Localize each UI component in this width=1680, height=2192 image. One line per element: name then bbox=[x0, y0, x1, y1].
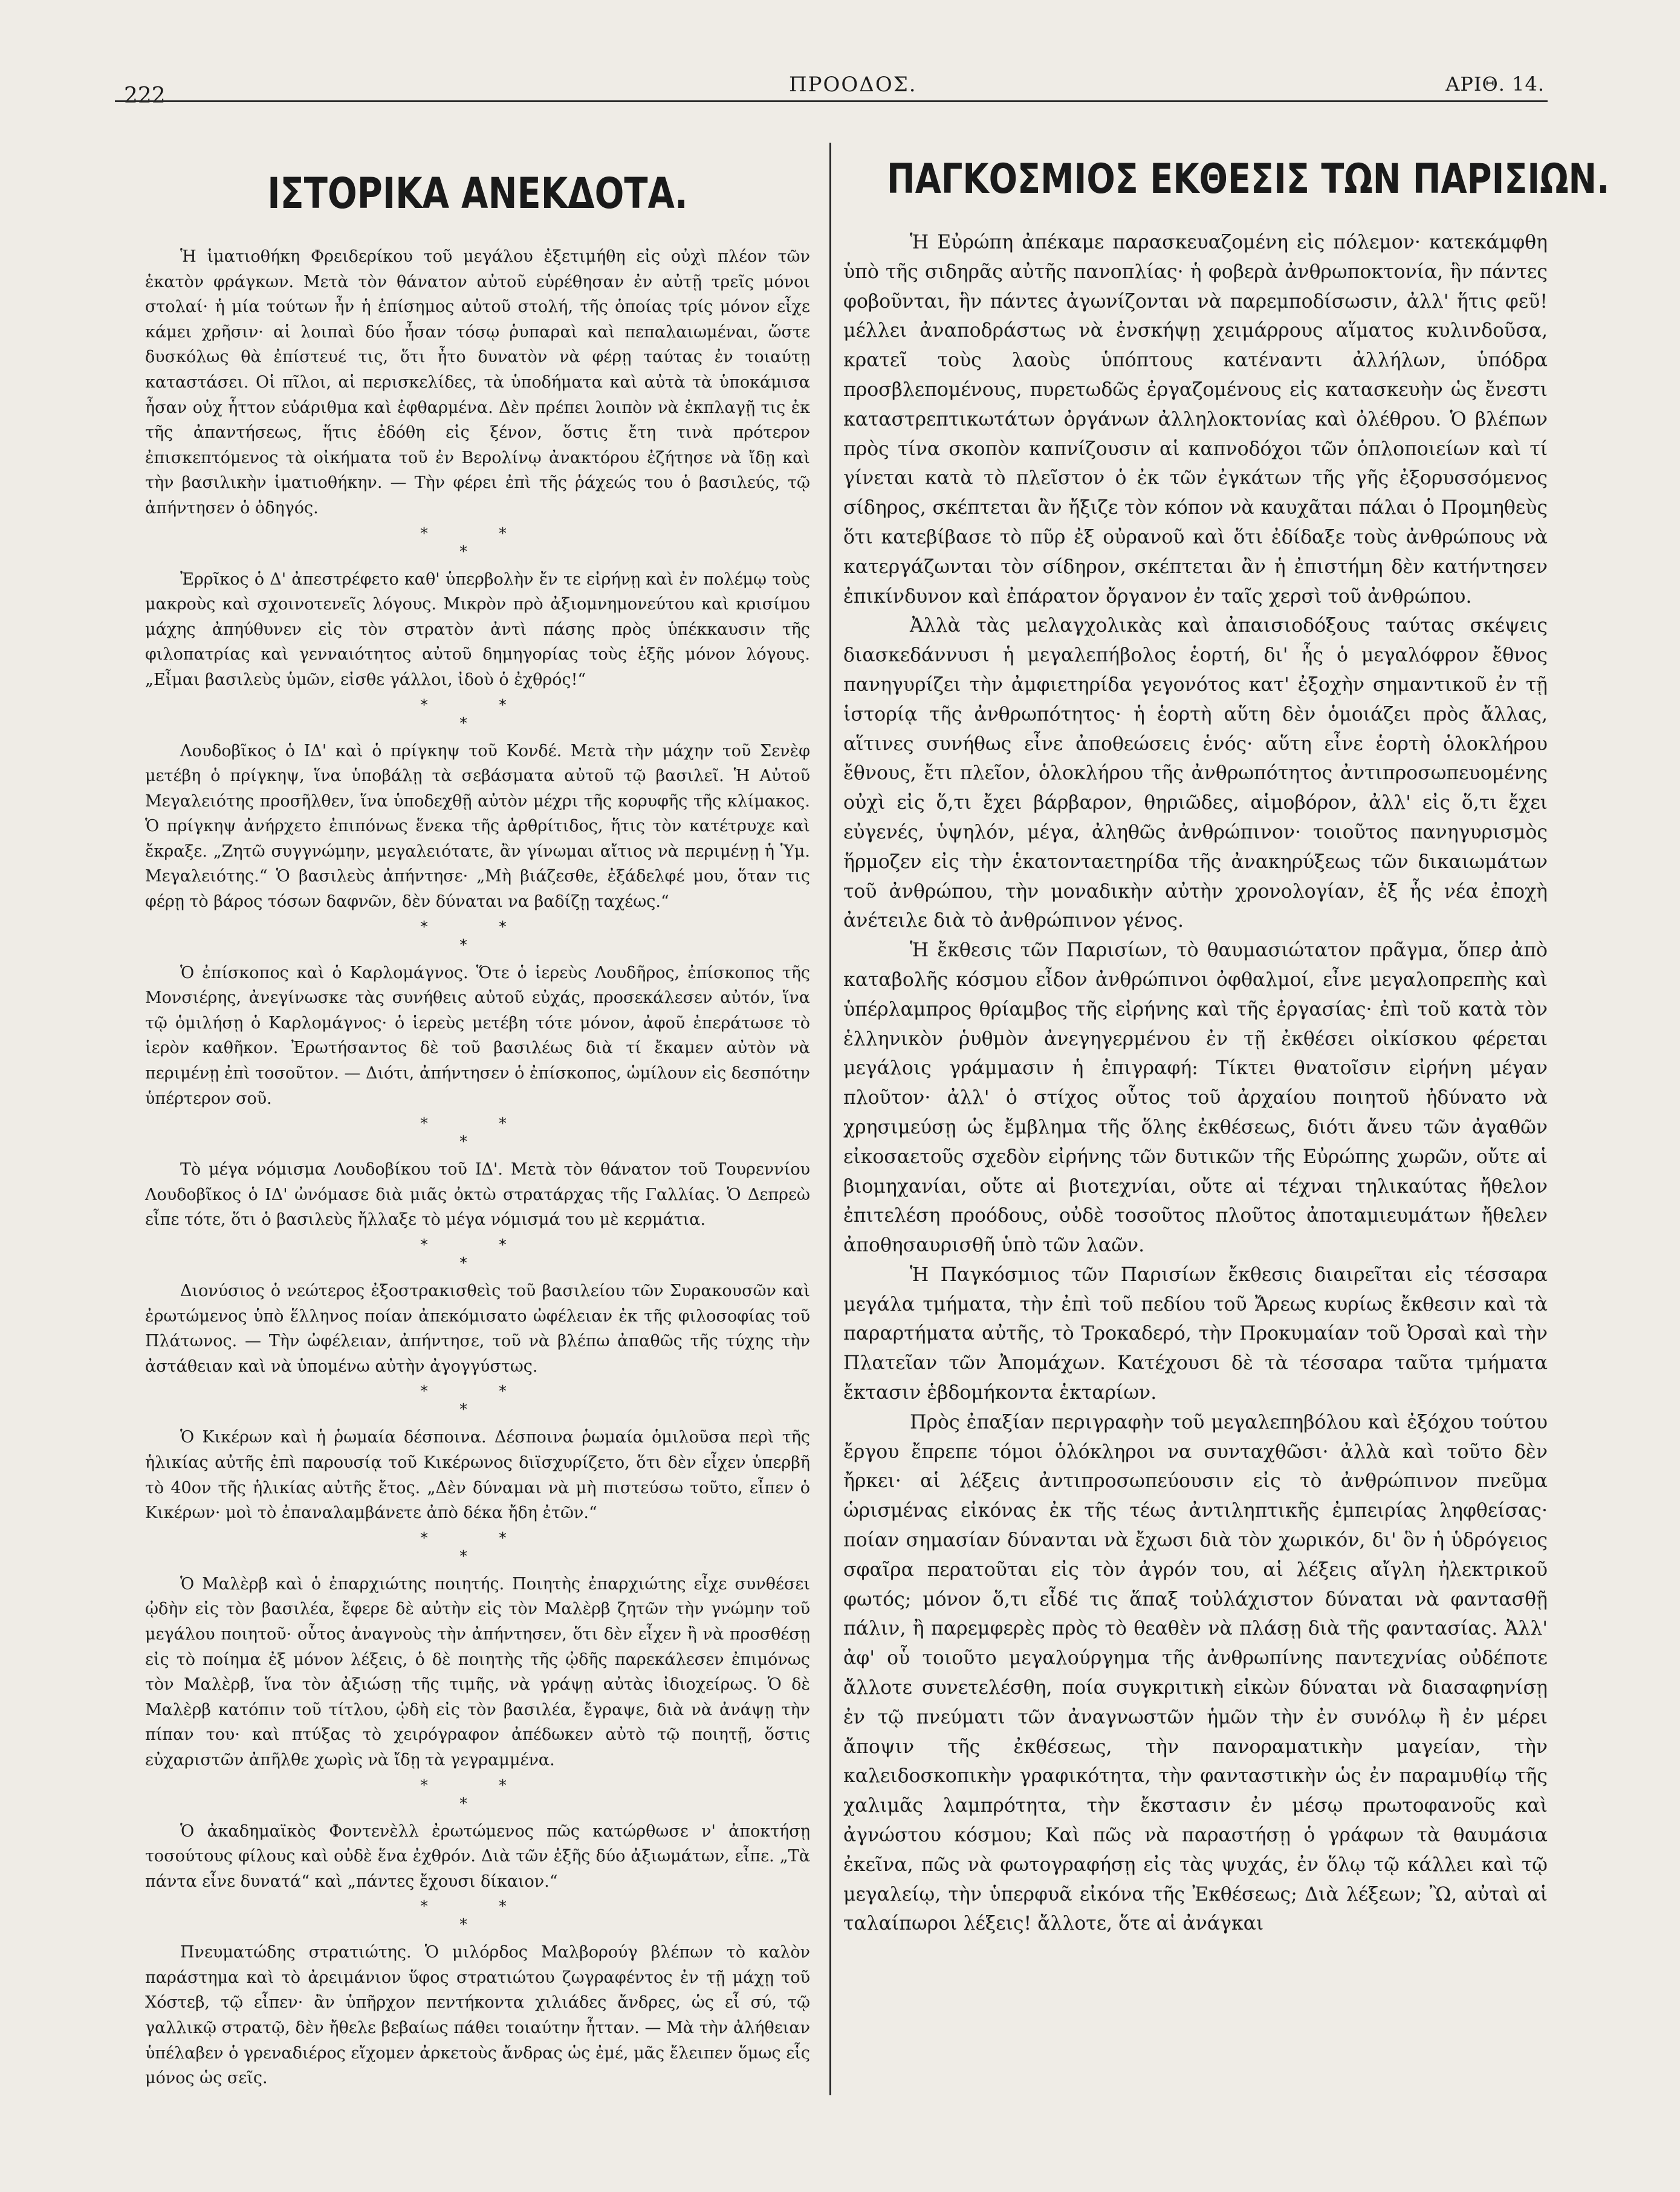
anecdote-paragraph: Ὁ ἐπίσκοπος καὶ ὁ Καρλομάγνος. Ὅτε ὁ ἱερεὺς Λουδῆρος, ἐπίσκοπος τῆς Μονσιέρης, ἀνεγίνωσκε τὰς συνήθεις αὐτοῦ εὐχάς, προσεκάλεσεν αὐτόν, ἵνα τῷ ὁμιλήσῃ ὁ Καρλομάγνος· ὁ ἱερεὺς μετέβη τότε μόνον, ἀφοῦ ἐπεράτωσε τὸ ἱερὸν καθῆκον. Ἐρωτήσαντος δὲ τοῦ βασιλέως διὰ τί ἔκαμεν αὐτὸν νὰ περιμένῃ ἐπὶ τοσοῦτον. — Διότι, ἀπήντησεν ὁ ἐπίσκοπος, ὡμίλουν εἰς δεσπότην ὑπέρτερον σοῦ. bbox=[145, 963, 810, 1108]
asterisk-mark: * bbox=[420, 1115, 428, 1133]
asterism-separator bbox=[145, 1894, 810, 1940]
asterisk-mark: * bbox=[499, 1529, 507, 1548]
article-paragraph: Ἡ Εὐρώπη ἀπέκαμε παρασκευαζομένη εἰς πόλεμον· κατεκάμφθη ὑπὸ τῆς σιδηρᾶς αὐτῆς πανοπλίας· ἡ φοβερὰ ἀνθρωποκτονία, ἣν πάντες φοβοῦνται, ἣν πάντες ἀγωνίζονται νὰ παρεμποδίσωσιν, ἀλλ' ἥτις φεῦ! μέλλει ἀναποδράστως νὰ ἐνσκήψῃ χειμάρρους αἵματος κυλινδοῦσα, κρατεῖ τοὺς λαοὺς ὑπόπτους κατέναντι ἀλλήλων, ὑπόδρα προσβλεπομένους, πυρετωδῶς ἐργαζομένους εἰς κατασκευὴν ὡς ἔνεστι καταστρεπτικωτάτων ὀργάνων ἀλληλοκτονίας καὶ ὀλέθρου. Ὁ βλέπων πρὸς τίνα σκοπὸν καπνίζουσιν αἱ καπνοδόχοι τῶν ὁπλοποιείων καὶ τί γίνεται κατὰ τὸ πλεῖστον ὁ ἐκ τῶν ἐγκάτων τῆς γῆς ἐξορυσσόμενος σίδηρος, σκέπτεται ἂν ἤξιζε τὸν κόπον νὰ καυχᾶται πάλαι ὁ Προμηθεὺς ὅτι κατεβίβασε τὸ πῦρ ἐξ οὐρανοῦ καὶ ὅτι ἐδίδαξε τοὺς ἀνθρώπους νὰ κατεργάζωνται τὸν σίδηρον, σκέπτεται ἂν ἡ ἐπιστήμη δὲν κατήντησεν ἐπικίνδυνον καὶ ἐπάρατον ὄργανον ἐν ταῖς χερσὶ τοῦ ἀνθρώπου. bbox=[843, 232, 1548, 608]
article-paragraph: Ἀλλὰ τὰς μελαγχολικὰς καὶ ἀπαισιοδόξους ταύτας σκέψεις διασκεδάννυσι ἡ μεγαλεπήβολος ἑορτή, δι' ἧς ὁ μεγαλόφρον ἔθνος πανηγυρίζει τὴν ἀμφιετηρίδα γεγονότος κατ' ἐξοχὴν σημαντικοῦ ἐν τῇ ἱστορίᾳ τῆς ἀνθρωπότητος· ἡ ἑορτὴ αὕτη δὲν ὁμοιάζει πρὸς ἄλλας, αἵτινες συνήθως εἶνε ἀποθεώσεις ἑνός· αὕτη εἶνε ἑορτὴ ὁλοκλήρου ἔθνους, ἔτι πλεῖον, ὁλοκλήρου τῆς ἀνθρωπότητος ἀντιπροσωπευομένης οὐχὶ εἰς ὅ,τι ἔχει βάρβαρον, θηριῶδες, αἱμοβόρον, ἀλλ' εἰς ὅ,τι ἔχει εὐγενές, ὑψηλόν, μέγα, ἀληθῶς ἀνθρώπινον· τοιοῦτος πανηγυρισμὸς ἥρμοζεν εἰς τὴν ἑκατονταετηρίδα τῆς ἀνακηρύξεως τῶν δικαιωμάτων τοῦ ἀνθρώπου, τὴν μοναδικὴν αὐτὴν χρονολογίαν, ἐξ ἧς νέα ἐποχὴ ἀνέτειλε διὰ τὸ ἀνθρώπινον γένος. bbox=[843, 615, 1548, 932]
column-divider bbox=[829, 143, 831, 2095]
anecdote-paragraph: Ὁ Κικέρων καὶ ἡ ῥωμαία δέσποινα. Δέσποινα ῥωμαία ὁμιλοῦσα περὶ τῆς ἡλικίας αὐτῆς ἐπὶ παρουσίᾳ τοῦ Κικέρωνος διϊσχυρίζετο, ὅτι δὲν εἶχεν ὑπερβῆ τὸ 40ον τῆς ἡλικίας αὐτῆς ἔτος. „Δὲν δύναμαι νὰ μὴ πιστεύσω τοῦτο, εἶπεν ὁ Κικέρων· μοὶ τὸ ἐπαναλαμβάνετε ἀπὸ δέκα ἤδη ἐτῶν.“ bbox=[145, 1428, 810, 1523]
journal-title: ΠΡΟΟΔΟΣ. bbox=[789, 73, 917, 97]
asterism-separator bbox=[145, 521, 810, 567]
issue-number: ΑΡΙΘ. 14. bbox=[1445, 73, 1545, 96]
asterisk-mark: * bbox=[499, 1236, 507, 1254]
anecdote-paragraph: Λουδοβῖκος ὁ ΙΔ' καὶ ὁ πρίγκηψ τοῦ Κονδέ. Μετὰ τὴν μάχην τοῦ Σενὲφ μετέβη ὁ πρίγκηψ, ἵνα ὑποβάλῃ τὰ σεβάσματα αὐτοῦ τῷ βασιλεῖ. Ἡ Αὐτοῦ Μεγαλειότης προσῆλθεν, ἵνα ὑποδεχθῇ αὐτὸν μέχρι τῆς κορυφῆς τῆς κλίμακος. Ὁ πρίγκηψ ἀνήρχετο ἐπιπόνως ἕνεκα τῆς ἀρθρίτιδος, ἥτις τὸν κατέτρυχε καὶ ἔκραξε. „Ζητῶ συγγνώμην, μεγαλειότατε, ἂν γίνωμαι αἴτιος νὰ περιμένῃ ἡ Ὑμ. Μεγαλειότης.“ Ὁ βασιλεὺς ἀπήντησε· „Μὴ βιάζεσθε, ἐξάδελφέ μου, ὅταν τις φέρῃ τὸ βάρος τόσων δαφνῶν, δὲν δύναται να βαδίζῃ ταχέως.“ bbox=[145, 741, 810, 912]
asterisk-mark: * bbox=[459, 1794, 467, 1813]
page-header bbox=[124, 73, 1545, 109]
asterism-separator bbox=[145, 1379, 810, 1425]
asterisk-mark: * bbox=[420, 524, 428, 543]
asterisk-mark: * bbox=[420, 1898, 428, 1916]
right-column bbox=[843, 154, 1610, 1939]
asterisk-mark: * bbox=[459, 714, 467, 733]
asterisk-mark: * bbox=[499, 1898, 507, 1916]
asterisk-mark: * bbox=[499, 696, 507, 715]
asterisk-mark: * bbox=[420, 918, 428, 936]
article-paragraph: Ἡ ἔκθεσις τῶν Παρισίων, τὸ θαυμασιώτατον πρᾶγμα, ὅπερ ἀπὸ καταβολῆς κόσμου εἶδον ἀνθρώπινοι ὀφθαλμοί, εἶνε μεγαλοπρεπὴς καὶ ὑπέρλαμπρος θρίαμβος τῆς εἰρήνης καὶ τῆς ἐργασίας· ἐπὶ τοῦ κατὰ τὸν ἑλληνικὸν ῥυθμὸν ἀνεγηγερμένου ἐν τῇ ἐκθέσει οἰκίσκου φέρεται μεγάλοις γράμμασιν ἡ ἐπιγραφή: Τίκτει θνατοῖσιν εἰρήνη μέγαν πλοῦτον· ἀλλ' ὁ στίχος οὗτος τοῦ ἀρχαίου ποιητοῦ ἠδύνατο νὰ χρησιμεύσῃ ὡς ἔμβλημα τῆς ὅλης ἐκθέσεως, διότι ἄνευ τῶν ἀγαθῶν εἰκοσαετοῦς σχεδὸν εἰρήνης τῶν δυτικῶν τῆς Εὐρώπης χωρῶν, οὔτε αἱ βιομηχανίαι, οὔτε αἱ βιοτεχνίαι, οὔτε αἱ τέχναι τηλικαύτας ἤθελον ἐπιτελέση προόδους, οὐδὲ τοσοῦτος πλοῦτος ἀποταμιευμάτων ἤθελεν ἀποθησαυρισθῆ ὑπὸ τῶν λαῶν. bbox=[843, 939, 1548, 1257]
asterisk-mark: * bbox=[499, 1115, 507, 1133]
asterism-separator bbox=[145, 915, 810, 961]
asterisk-mark: * bbox=[420, 1529, 428, 1548]
asterism-separator bbox=[145, 1233, 810, 1279]
asterism-separator bbox=[145, 1111, 810, 1157]
asterisk-mark: * bbox=[499, 1383, 507, 1401]
anecdote-paragraph: Διονύσιος ὁ νεώτερος ἐξοστρακισθεὶς τοῦ βασιλείου τῶν Συρακουσῶν καὶ ἐρωτώμενος ὑπὸ ἕλληνος ποίαν ἀπεκόμισατο ὠφέλειαν ἐκ τῆς φιλοσοφίας τοῦ Πλάτωνος. — Τὴν ὠφέλειαν, ἀπήντησε, τοῦ νὰ βλέπω ἀπαθῶς τῆς τύχης τὴν ἀστάθειαν καὶ νὰ ὑπομένω αὐτὴν ἀγογγύστως. bbox=[145, 1282, 810, 1376]
asterisk-mark: * bbox=[459, 1916, 467, 1934]
anecdote-paragraph: Πνευματώδης στρατιώτης. Ὁ μιλόρδος Μαλβορούγ βλέπων τὸ καλὸν παράστημα καὶ τὸ ἀρειμάνιον ὕφος στρατιώτου ζωγραφέντος ἐν τῇ μάχῃ τοῦ Χόστεβ, τῷ εἶπεν· ἂν ὑπῆρχον πεντήκοντα χιλιάδες ἄνδρες, ὡς εἶ σύ, τῷ γαλλικῷ στρατῷ, δὲν ἤθελε βεβαίως πάθει τοιαύτην ἧτταν. — Μὰ τὴν ἀλήθειαν ὑπέλαβεν ὁ γρεναδιέρος εἴχομεν ἀρκετοὺς ἄνδρας ὡς ἐμέ, μᾶς ἔλειπεν ὅμως εἷς μόνος ὡς σεῖς. bbox=[145, 1943, 810, 2088]
asterism-separator bbox=[145, 693, 810, 739]
asterisk-mark: * bbox=[420, 1236, 428, 1254]
asterisk-mark: * bbox=[499, 918, 507, 936]
asterisk-mark: * bbox=[420, 1383, 428, 1401]
header-rule bbox=[115, 100, 1548, 102]
article-paragraph: Πρὸς ἐπαξίαν περιγραφὴν τοῦ μεγαλεπηβόλου καὶ ἐξόχου τούτου ἔργου ἔπρεπε τόμοι ὁλόκληροι να συνταχθῶσι· ἀλλὰ καὶ τοῦτο δὲν ἤρκει· αἱ λέξεις ἀντιπροσωπεύουσιν εἰς τὸ ἀνθρώπινον πνεῦμα ὡρισμένας εἰκόνας ἐκ τῆς τέως ἀντιληπτικῆς ἐμπειρίας ληφθείσας· ποίαν σημασίαν δύνανται νὰ ἔχωσι διὰ τὸν χωρικόν, δι' ὃν ἡ ὑδρόγειος σφαῖρα περατοῦται εἰς τὸν ἀγρόν του, αἱ λέξεις αἴγλη ἠλεκτρικοῦ φωτός; μόνον ὅ,τι εἶδέ τις ἅπαξ τοὐλάχιστον δύναται νὰ φαντασθῇ πάλιν, ἢ παρεμφερὲς πρὸς τὸ θεαθὲν νὰ πλάσῃ διὰ τῆς φαντασίας. Ἀλλ' ἀφ' οὗ τοιοῦτο μεγαλούργημα τῆς ἀνθρωπίνης παντεχνίας οὐδέποτε ἄλλοτε συνετελέσθη, ποία συγκριτικὴ εἰκὼν δύναται νὰ διασαφηνίσῃ ἐν τῷ πνεύματι τῶν ἀναγνωστῶν ἡμῶν τὴν ἐν συνόλῳ ἢ ἐν μέρει ἄποψιν τῆς ἐκθέσεως, τὴν πανοραματικὴν μαγείαν, τὴν καλειδοσκοπικὴν γραφικότητα, τὴν φανταστικὴν ὡς ἐν παραμυθίῳ τῆς χαλιμᾶς λαμπρότητα, τὴν ἔκστασιν ἐν μέσῳ πρωτοφανοῦς καὶ ἀγνώστου κόσμου; Καὶ πῶς νὰ παραστήσῃ ὁ γράφων τὰ θαυμάσια ἐκεῖνα, πῶς νὰ φωτογραφήσῃ εἰς τὰς ψυχάς, ἐν ὅλῳ τῷ κάλλει καὶ τῷ μεγαλείῳ, τὴν ὑπερφυᾶ εἰκόνα τῆς Ἐκθέσεως; Διὰ λέξεων; Ὢ, αὐταὶ αἱ ταλαίπωροι λέξεις! ἄλλοτε, ὅτε αἱ ἀνάγκαι bbox=[843, 1411, 1548, 1935]
asterisk-mark: * bbox=[499, 524, 507, 543]
right-column-title: ΠΑΓΚΟΣΜΙΟΣ ΕΚΘΕΣΙΣ ΤΩΝ ΠΑΡΙΣΙΩΝ. bbox=[887, 155, 1610, 203]
page-number: 222 bbox=[124, 83, 166, 108]
left-column bbox=[145, 168, 810, 2091]
anecdote-paragraph: Ὁ Μαλὲρβ καὶ ὁ ἐπαρχιώτης ποιητής. Ποιητὴς ἐπαρχιώτης εἶχε συνθέσει ᾠδὴν εἰς τὸν βασιλέα, ἔφερε δὲ αὐτὴν εἰς τὸν Μαλὲρβ ζητῶν τὴν γνώμην τοῦ μεγάλου ποιητοῦ· οὗτος ἀναγνοὺς τὴν ἀπήντησεν, ὅτι δὲν εἶχεν ἢ νὰ προσθέσῃ εἰς τὸ ποίημα ἐξ μόνον λέξεις, ὁ δὲ ποιητὴς τῆς ᾠδῆς παρεκάλεσεν ἐπιμόνως τὸν Μαλὲρβ, ἵνα τὸν ἀξιώσῃ τῆς τιμῆς, νὰ γράψῃ αὐτὰς ἰδιοχείρως. Ὁ δὲ Μαλὲρβ κατόπιν τοῦ τίτλου, ᾠδὴ εἰς τὸν βασιλέα, ἔγραψε, διὰ νὰ ἀνάψῃ τὴν πίπαν του· καὶ πτύξας τὸ χειρόγραφον ἀπέδωκεν αὐτὸ τῷ ποιητῇ, ὅστις εὐχαριστῶν ἀπῆλθε χωρὶς νὰ ἴδῃ τὰ γεγραμμένα. bbox=[145, 1574, 810, 1769]
asterisk-mark: * bbox=[459, 1133, 467, 1152]
asterism-separator bbox=[145, 1526, 810, 1572]
asterism-separator bbox=[145, 1773, 810, 1819]
article-paragraph: Ἡ Παγκόσμιος τῶν Παρισίων ἔκθεσις διαιρεῖται εἰς τέσσαρα μεγάλα τμήματα, τὴν ἐπὶ τοῦ πεδίου τοῦ Ἄρεως κυρίως ἔκθεσιν καὶ τὰ παραρτήματα αὐτῆς, τὸ Τροκαδερό, τὴν Προκυμαίαν τοῦ Ὀρσαὶ καὶ τὴν Πλατεῖαν τῶν Ἀπομάχων. Κατέχουσι δὲ τὰ τέσσαρα ταῦτα τμήματα ἔκτασιν ἑβδομήκοντα ἑκταρίων. bbox=[843, 1263, 1548, 1404]
asterisk-mark: * bbox=[459, 936, 467, 955]
asterisk-mark: * bbox=[459, 542, 467, 561]
asterisk-mark: * bbox=[420, 696, 428, 715]
anecdote-paragraph: Ὁ ἀκαδημαϊκὸς Φοντενὲλλ ἐρωτώμενος πῶς κατώρθωσε ν' ἀποκτήσῃ τοσούτους φίλους καὶ οὐδὲ ἕνα ἐχθρόν. Διὰ τῶν ἑξῆς δύο ἀξιωμάτων, εἶπε. „Τὰ πάντα εἶνε δυνατά“ καὶ „πάντες ἔχουσι δίκαιον.“ bbox=[145, 1821, 810, 1891]
asterisk-mark: * bbox=[459, 1547, 467, 1566]
asterisk-mark: * bbox=[420, 1776, 428, 1795]
anecdote-paragraph: Ἡ ἱματιοθήκη Φρειδερίκου τοῦ μεγάλου ἐξετιμήθη εἰς οὐχὶ πλέον τῶν ἑκατὸν φράγκων. Μετὰ τὸν θάνατον αὐτοῦ εὑρέθησαν ἐν αὐτῇ τρεῖς μόνοι στολαί· ἡ μία τούτων ἦν ἡ ἐπίσημος αὐτοῦ στολή, τῆς ὁποίας τρίς μόνον εἶχε κάμει χρῆσιν· αἱ λοιπαὶ δύο ἦσαν τόσῳ ῥυπαραὶ καὶ πεπαλαιωμέναι, ὥστε δυσκόλως θὰ ἐπίστευέ τις, ὅτι ἦτο δυνατὸν νὰ φέρῃ ταύτας ἐν τοιαύτῃ καταστάσει. Οἱ πῖλοι, αἱ περισκελίδες, τὰ ὑποδήματα καὶ αὐτὰ τὰ ὑποκάμισα ἦσαν οὐχ ἧττον εὐάριθμα καὶ ἐφθαρμένα. Δὲν πρέπει λοιπὸν νὰ ἐκπλαγῇ τις ἐκ τῆς ἀπαντήσεως, ἥτις ἐδόθη εἰς ξένον, ὅστις ἔτη τινὰ πρότερον ἐπισκεπτόμενος τὰ οἰκήματα τοῦ ἐν Βερολίνῳ ἀνακτόρου ἐζήτησε νὰ ἴδῃ καὶ τὴν βασιλικὴν ἱματιοθήκην. — Τὴν φέρει ἐπὶ τῆς ῥάχεώς του ὁ βασιλεύς, τῷ ἀπήντησεν ὁ ὁδηγός. bbox=[145, 247, 810, 517]
anecdote-paragraph: Τὸ μέγα νόμισμα Λουδοβίκου τοῦ ΙΔ'. Μετὰ τὸν θάνατον τοῦ Τουρεννίου Λουδοβῖκος ὁ ΙΔ' ὠνόμασε διὰ μιᾶς ὀκτὼ στρατάρχας τῆς Γαλλίας. Ὁ Δεπρεὼ εἶπε τότε, ὅτι ὁ βασιλεὺς ἤλλαξε τὸ μέγα νόμισμά του μὲ κερμάτια. bbox=[145, 1160, 810, 1230]
asterisk-mark: * bbox=[459, 1401, 467, 1419]
left-column-title: ΙΣΤΟΡΙΚΑ ΑΝΕΚΔΟΤΑ. bbox=[267, 169, 688, 218]
asterisk-mark: * bbox=[459, 1254, 467, 1273]
anecdote-paragraph: Ἐρρῖκος ὁ Δ' ἀπεστρέφετο καθ' ὑπερβολὴν ἔν τε εἰρήνῃ καὶ ἐν πολέμῳ τοὺς μακροὺς καὶ σχοινοτενεῖς λόγους. Μικρὸν πρὸ ἀξιομνημονεύτου καὶ κρισίμου μάχης ἀπηύθυνεν εἰς τὸν στρατὸν ἀντὶ πάσης πρὸς ὑπέκκαυσιν τῆς φιλοπατρίας καὶ γενναιότητος αὐτοῦ δημηγορίας τοὺς ἑξῆς μόνον λόγους. „Εἶμαι βασιλεὺς ὑμῶν, εἰσθε γάλλοι, ἰδοὺ ὁ ἐχθρός!“ bbox=[145, 569, 810, 689]
asterisk-mark: * bbox=[499, 1776, 507, 1795]
